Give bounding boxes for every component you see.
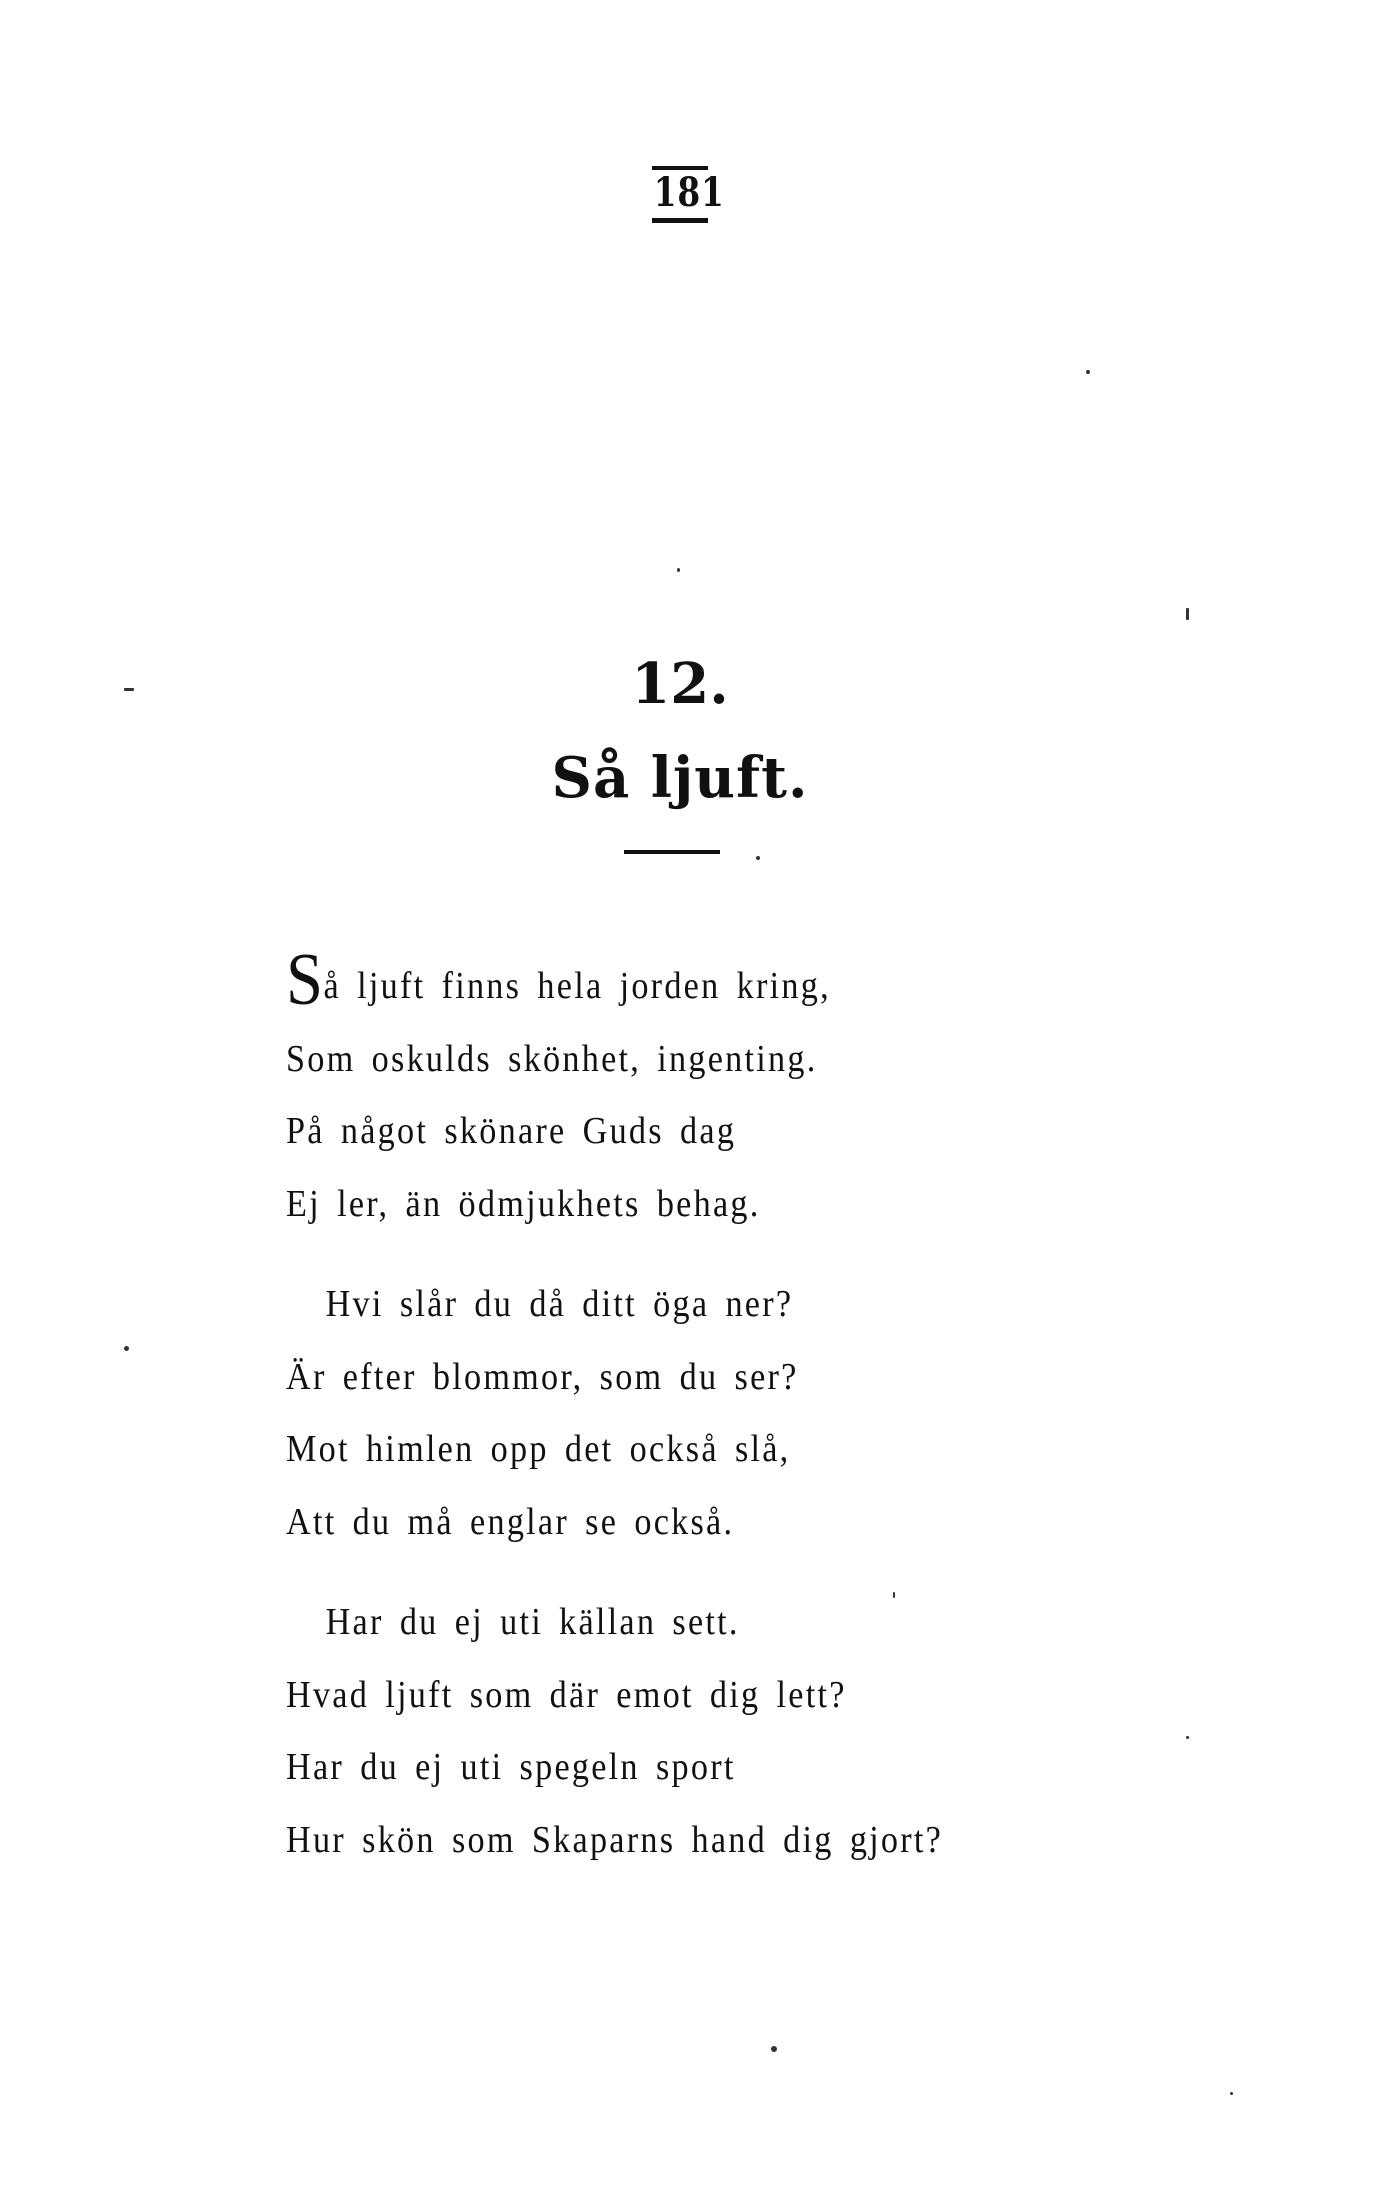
page-number-header xyxy=(648,166,725,223)
poem-line: Är efter blommor, som du ser? xyxy=(286,1355,799,1398)
poem-line: Att du må englar se också. xyxy=(286,1500,735,1543)
page-number: 181 xyxy=(653,169,725,216)
scan-speck xyxy=(124,1346,129,1351)
stanza-1 xyxy=(286,939,1186,1240)
scan-speck xyxy=(1186,1736,1189,1739)
scan-speck xyxy=(677,568,680,572)
poem-line: Hvad ljuft som där emot dig lett? xyxy=(286,1673,847,1716)
poem-line: Hvi slår du då ditt öga ner? xyxy=(325,1283,794,1325)
scan-speck xyxy=(1186,608,1189,620)
poem-line: Har du ej uti källan sett. xyxy=(325,1601,740,1643)
page-number-bottom-rule xyxy=(652,218,708,223)
poem-title: Så ljuft. xyxy=(551,745,809,811)
scan-speck xyxy=(124,688,134,691)
scan-speck xyxy=(771,2046,777,2052)
scan-speck xyxy=(1230,2092,1233,2095)
scan-speck xyxy=(1086,370,1090,374)
poem-line: Har du ej uti spegeln sport xyxy=(286,1746,736,1788)
stanza-2 xyxy=(286,1268,1186,1558)
poem-line: Hur skön som Skaparns hand dig gjort? xyxy=(286,1818,944,1861)
poem-line: Ej ler, än ödmjukhets behag. xyxy=(286,1182,761,1225)
poem-line: Som oskulds skönhet, ingenting. xyxy=(286,1037,818,1080)
poem-line-text: å ljuft finns hela jorden kring, xyxy=(323,965,831,1007)
title-divider xyxy=(624,850,720,854)
poem-line: På något skönare Guds dag xyxy=(286,1110,737,1152)
scan-speck xyxy=(756,856,760,860)
drop-cap: S xyxy=(286,939,326,1021)
poem-line: Mot himlen opp det också slå, xyxy=(286,1428,791,1470)
stanza-3 xyxy=(286,1586,1186,1876)
poem-number: 12. xyxy=(631,651,729,717)
poem-line xyxy=(286,939,1096,1023)
poem-body xyxy=(286,939,1186,1904)
scan-speck xyxy=(893,1592,895,1598)
